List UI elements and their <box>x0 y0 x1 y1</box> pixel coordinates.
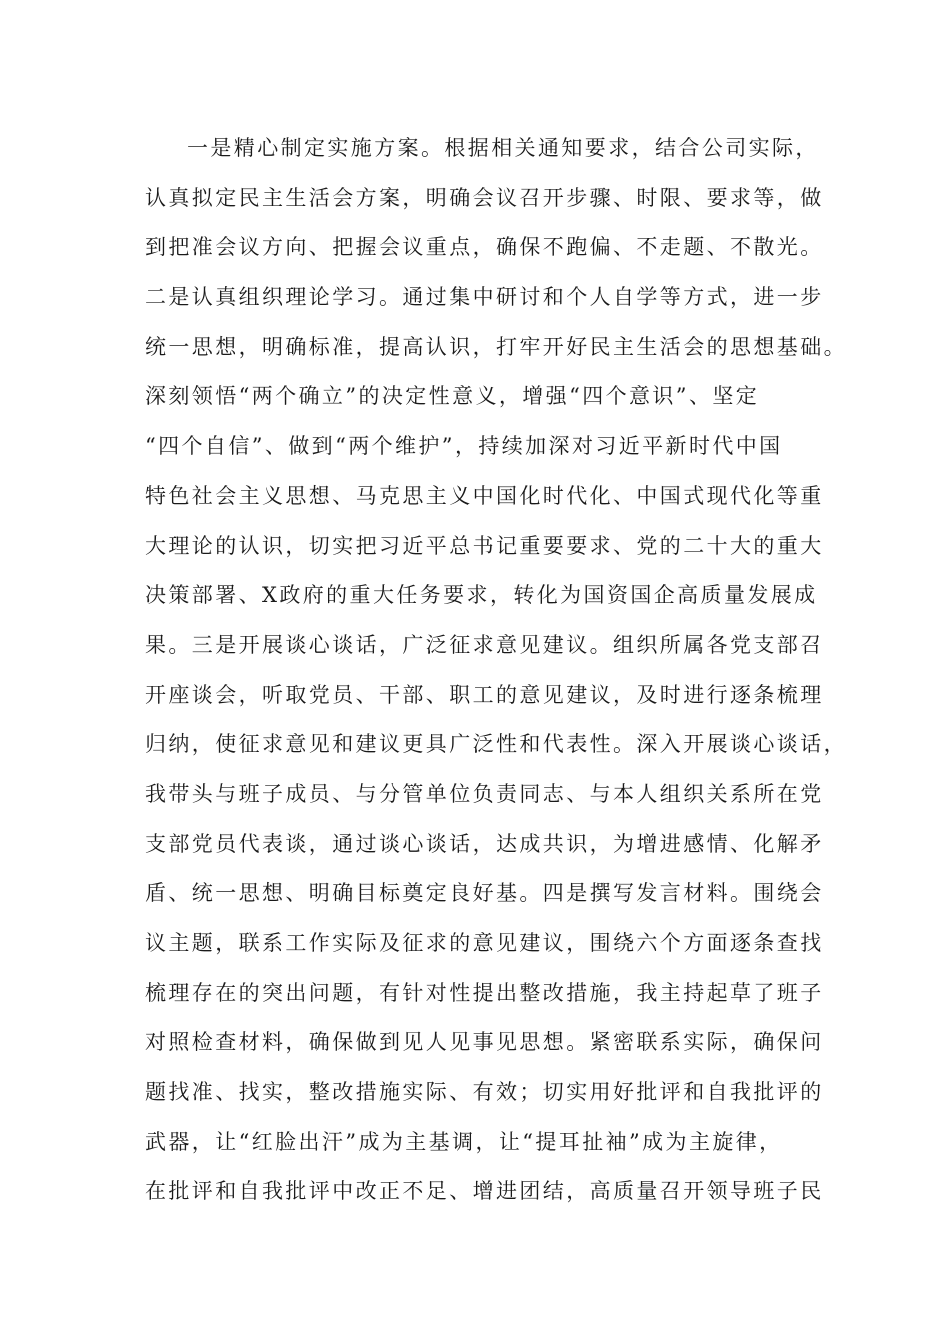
text-line: 决策部署、X政府的重大任务要求，转化为国资国企高质量发展成 <box>145 583 818 608</box>
text-line: 二是认真组织理论学习。通过集中研讨和个人自学等方式，进一步 <box>145 285 824 310</box>
text-line: 果。三是开展谈心谈话，广泛征求意见建议。组织所属各党支部召 <box>145 632 824 657</box>
text-line: 开座谈会，听取党员、干部、职工的意见建议，及时进行逐条梳理 <box>145 682 824 707</box>
text-line: 统一思想，明确标准，提高认识，打牢开好民主生活会的思想基础。 <box>145 334 847 359</box>
text-line: 梳理存在的突出问题，有针对性提出整改措施，我主持起草了班子 <box>145 980 824 1005</box>
text-line: 在批评和自我批评中改正不足、增进团结，高质量召开领导班子民 <box>145 1179 824 1204</box>
text-line: 盾、统一思想、明确目标奠定良好基。四是撰写发言材料。围绕会 <box>145 881 824 906</box>
text-line: 到把准会议方向、把握会议重点，确保不跑偏、不走题、不散光。 <box>145 235 824 260</box>
text-line: 武器，让“红脸出汗”成为主基调，让“提耳扯袖”成为主旋律， <box>145 1129 783 1154</box>
text-line: 特色社会主义思想、马克思主义中国化时代化、中国式现代化等重 <box>145 483 824 508</box>
text-line: 对照检查材料，确保做到见人见事见思想。紧密联系实际，确保问 <box>145 1030 824 1055</box>
body-paragraph <box>145 124 847 1217</box>
text-line: 我带头与班子成员、与分管单位负责同志、与本人组织关系所在党 <box>145 781 824 806</box>
text-line: 深刻领悟“两个确立”的决定性意义，增强“四个意识”、坚定 <box>145 384 760 409</box>
text-line: 归纳，使征求意见和建议更具广泛性和代表性。深入开展谈心谈话， <box>145 732 847 757</box>
text-line: 认真拟定民主生活会方案，明确会议召开步骤、时限、要求等，做 <box>145 185 824 210</box>
text-line: “四个自信”、做到“两个维护”，持续加深对习近平新时代中国 <box>145 434 783 459</box>
text-line: 大理论的认识，切实把习近平总书记重要要求、党的二十大的重大 <box>145 533 824 558</box>
text-line: 支部党员代表谈，通过谈心谈话，达成共识，为增进感情、化解矛 <box>145 831 824 856</box>
text-line: 议主题，联系工作实际及征求的意见建议，围绕六个方面逐条查找 <box>145 931 824 955</box>
text-line: 一是精心制定实施方案。根据相关通知要求，结合公司实际， <box>187 136 819 160</box>
text-line: 题找准、找实，整改措施实际、有效；切实用好批评和自我批评的 <box>145 1080 824 1105</box>
